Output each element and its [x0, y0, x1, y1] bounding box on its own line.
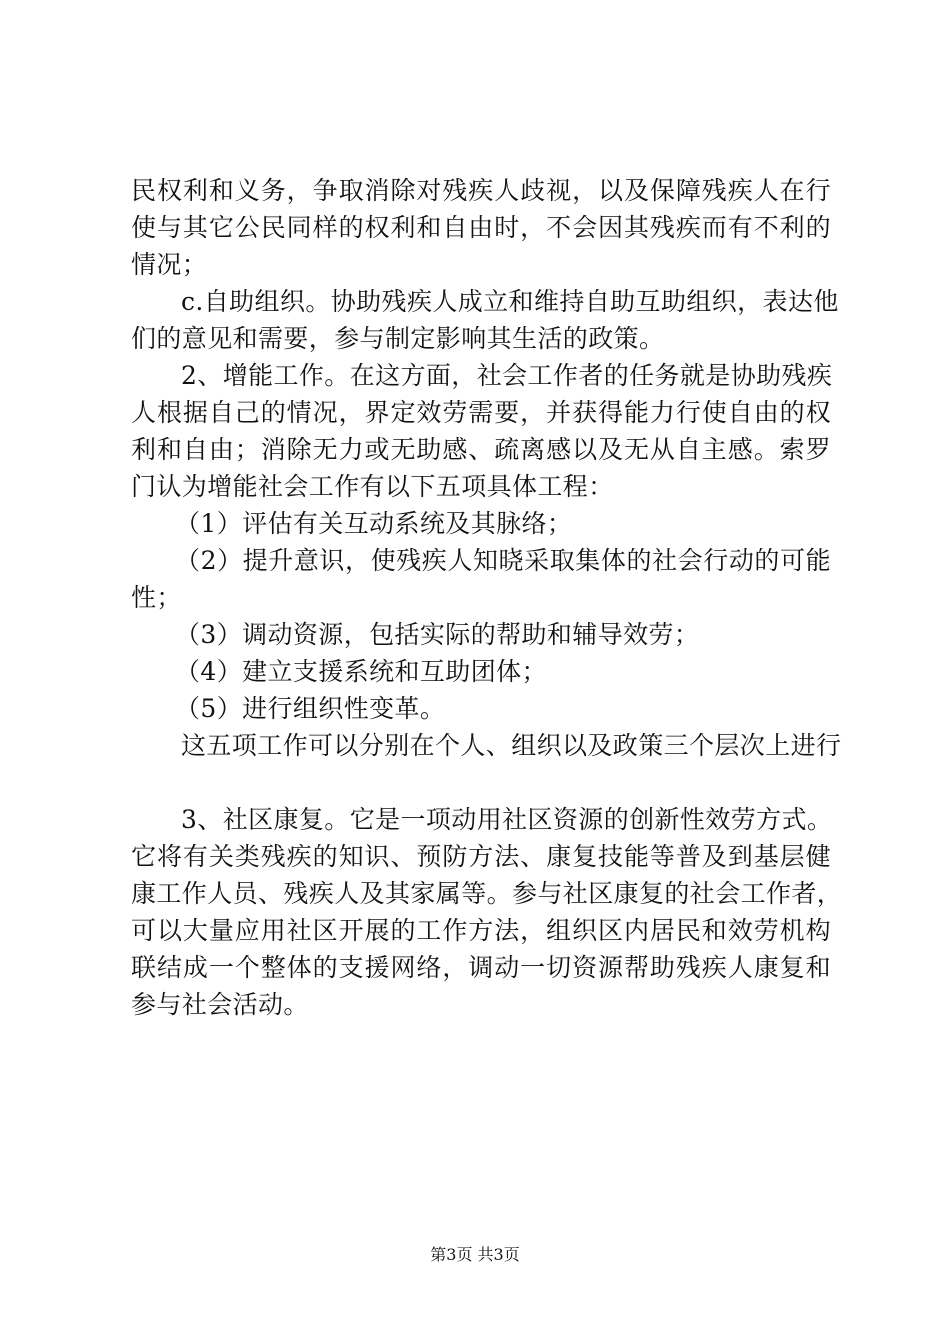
body-line-12: 康工作人员、残疾人及其家属等。参与社区康复的社会工作者，	[131, 879, 843, 908]
list-item-4: （4）建立支援系统和互助团体；	[175, 657, 547, 686]
body-line-11: 它将有关类残疾的知识、预防方法、康复技能等普及到基层健	[131, 842, 831, 871]
list-item-2-continuation: 性；	[131, 583, 182, 612]
body-line-3: 情况；	[131, 250, 208, 279]
body-line-9: 门认为增能社会工作有以下五项具体工程：	[131, 472, 614, 501]
body-line-7: 人根据自己的情况，界定效劳需要，并获得能力行使自由的权	[131, 398, 831, 427]
body-line-14: 联结成一个整体的支援网络，调动一切资源帮助残疾人康复和	[131, 953, 831, 982]
page-footer: 第3页 共3页	[430, 1245, 520, 1264]
body-line-8: 利和自由；消除无力或无助感、疏离感以及无从自主感。索罗	[131, 435, 831, 464]
body-line-1: 民权利和义务，争取消除对残疾人歧视，以及保障残疾人在行	[131, 176, 831, 205]
body-line-4: c.自助组织。协助残疾人成立和维持自助互助组织，表达他	[181, 287, 839, 316]
body-line-6: 2、增能工作。在这方面，社会工作者的任务就是协助残疾	[181, 361, 833, 390]
body-line-10: 3、社区康复。它是一项动用社区资源的创新性效劳方式。	[181, 805, 833, 834]
body-line-5: 们的意见和需要，参与制定影响其生活的政策。	[131, 324, 665, 353]
body-line-summary: 这五项工作可以分别在个人、组织以及政策三个层次上进行	[181, 731, 842, 760]
body-line-13: 可以大量应用社区开展的工作方法，组织区内居民和效劳机构	[131, 916, 831, 945]
list-item-3: （3）调动资源，包括实际的帮助和辅导效劳；	[175, 620, 700, 649]
list-item-2: （2）提升意识，使残疾人知晓采取集体的社会行动的可能	[175, 546, 831, 575]
body-line-15: 参与社会活动。	[131, 990, 309, 1019]
list-item-1: （1）评估有关互动系统及其脉络；	[175, 509, 573, 538]
list-item-5: （5）进行组织性变革。	[175, 694, 446, 723]
body-line-2: 使与其它公民同样的权利和自由时，不会因其残疾而有不利的	[131, 213, 831, 242]
